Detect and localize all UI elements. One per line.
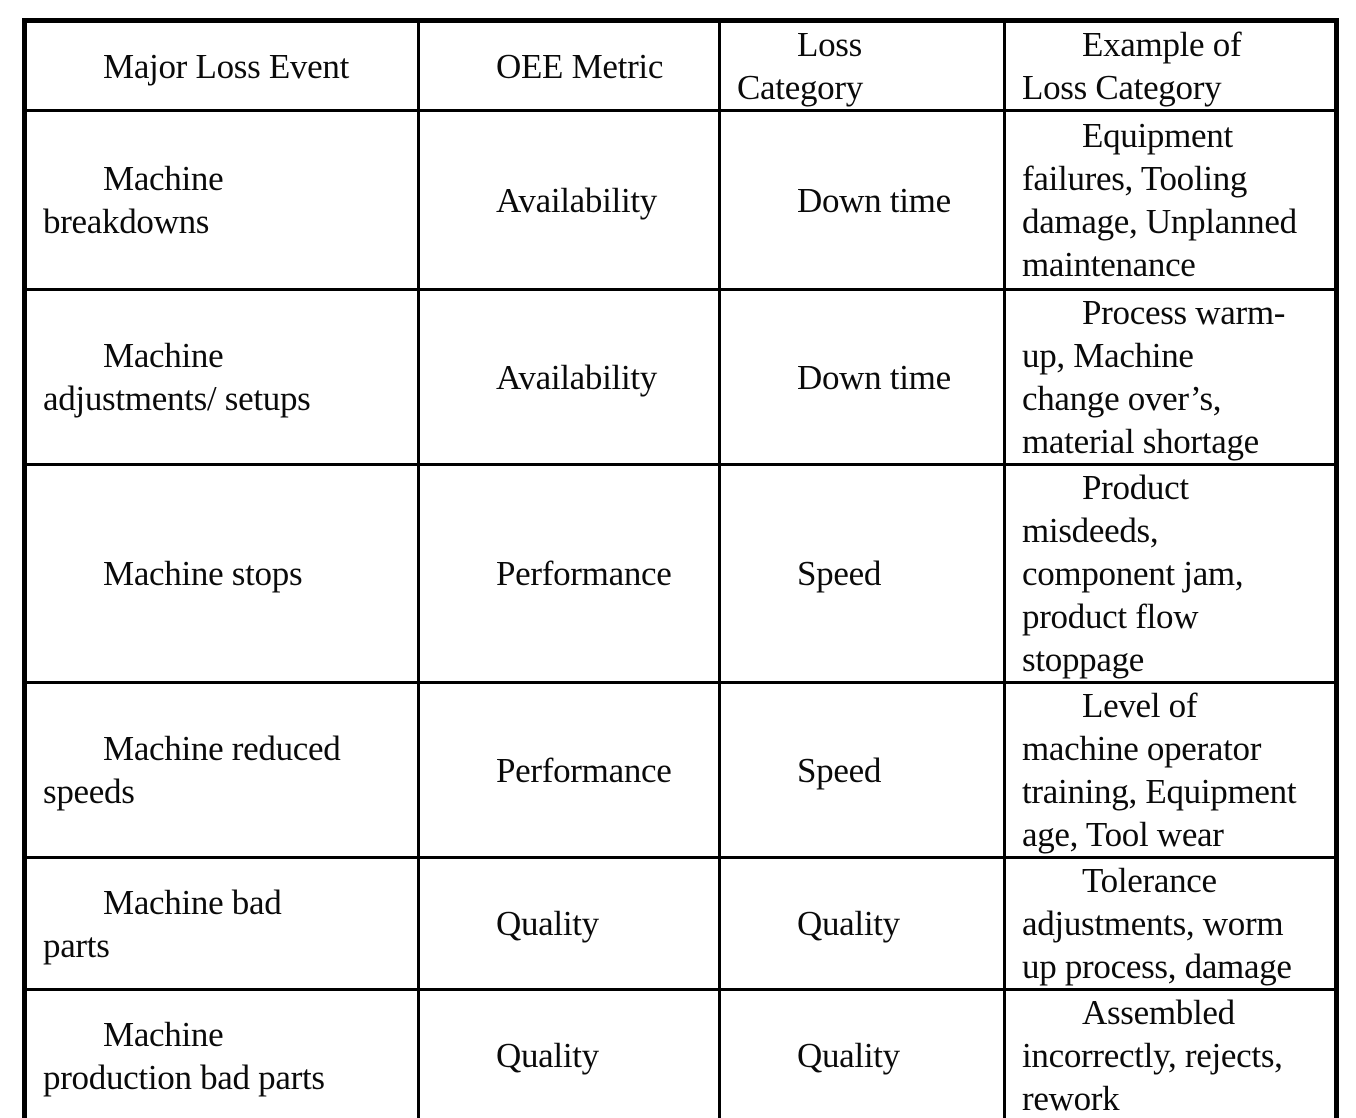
header-loss-category (720, 21, 1005, 111)
cell-event-machine-bad-parts (25, 858, 419, 990)
cell-loss (720, 858, 1005, 990)
oee-loss-table (22, 18, 1339, 1118)
cell-text-line: Machine reduced (103, 729, 341, 768)
table-row (25, 111, 1337, 290)
cell-metric (419, 683, 720, 858)
cell-loss (720, 683, 1005, 858)
header-major-loss-event (25, 21, 419, 111)
cell-event-machine-breakdowns (25, 111, 419, 290)
cell-text-line: failures, Tooling (1022, 159, 1248, 198)
cell-loss (720, 465, 1005, 683)
cell-text-line: change over’s, (1022, 379, 1222, 418)
cell-text-line: Speed (797, 750, 882, 790)
cell-text-line: Product (1082, 468, 1189, 507)
cell-text-line: age, Tool wear (1022, 815, 1224, 854)
cell-text-line: Major Loss Event (103, 46, 349, 86)
cell-text-line: up process, damage (1022, 947, 1292, 986)
cell-text-line: Quality (797, 904, 900, 943)
cell-text-line: training, Equipment (1022, 772, 1297, 811)
cell-text-line: Equipment (1082, 116, 1233, 155)
cell-example (1005, 465, 1337, 683)
cell-event-machine-stops (25, 465, 419, 683)
cell-text-line: product flow (1022, 597, 1199, 636)
cell-text-line: Speed (797, 554, 882, 593)
cell-text-line: production bad parts (43, 1057, 325, 1097)
cell-text-line: up, Machine (1022, 336, 1194, 375)
cell-text-line: Down time (797, 357, 951, 397)
cell-event-machine-production-bad-parts (25, 990, 419, 1118)
cell-text-line: Process warm- (1082, 293, 1286, 332)
cell-text-line: damage, Unplanned (1022, 202, 1297, 241)
table-row (25, 683, 1337, 858)
cell-metric (419, 465, 720, 683)
cell-example (1005, 858, 1337, 990)
table-row (25, 290, 1337, 465)
cell-loss (720, 990, 1005, 1118)
cell-text-line: Machine bad (103, 882, 282, 922)
cell-text-line: Performance (496, 554, 672, 593)
cell-text-line: maintenance (1022, 245, 1196, 284)
cell-text-line: adjustments/ setups (43, 379, 311, 418)
cell-text-line: stoppage (1022, 640, 1145, 679)
cell-metric (419, 858, 720, 990)
cell-text-line: Assembled (1082, 993, 1235, 1032)
cell-event-machine-adjustments-setups (25, 290, 419, 465)
cell-text-line: breakdowns (43, 202, 210, 241)
cell-metric (419, 990, 720, 1118)
cell-text-line: Performance (496, 750, 672, 790)
cell-text-line: Down time (797, 180, 951, 220)
cell-text-line: adjustments, worm (1022, 904, 1284, 943)
cell-text-line: Loss Category (1022, 68, 1222, 107)
cell-text-line: material shortage (1022, 422, 1259, 461)
cell-text-line: Tolerance (1082, 861, 1217, 900)
cell-text-line: Machine (103, 159, 224, 198)
cell-text-line: misdeeds, (1022, 511, 1159, 550)
cell-example (1005, 290, 1337, 465)
header-example-of-loss-category (1005, 21, 1337, 111)
table-row (25, 990, 1337, 1118)
cell-text-line: Quality (797, 1036, 900, 1075)
cell-metric (419, 290, 720, 465)
cell-text-line: Machine stops (103, 554, 303, 593)
cell-text-line: machine operator (1022, 729, 1262, 768)
cell-text-line: Availability (496, 357, 657, 397)
cell-text-line: Machine (103, 1014, 224, 1054)
cell-text-line: OEE Metric (496, 46, 664, 86)
cell-loss (720, 111, 1005, 290)
cell-text-line: Quality (496, 904, 599, 943)
cell-text-line: Machine (103, 336, 224, 375)
cell-example (1005, 990, 1337, 1118)
table-row (25, 465, 1337, 683)
cell-event-machine-reduced-speeds (25, 683, 419, 858)
cell-loss (720, 290, 1005, 465)
cell-text-line: rework (1022, 1079, 1120, 1118)
cell-text-line: incorrectly, rejects, (1022, 1036, 1283, 1075)
cell-text-line: Level of (1082, 686, 1198, 725)
cell-text-line: Availability (496, 180, 657, 220)
cell-example (1005, 111, 1337, 290)
header-oee-metric (419, 21, 720, 111)
cell-example (1005, 683, 1337, 858)
cell-metric (419, 111, 720, 290)
table-row (25, 858, 1337, 990)
cell-text-line: parts (43, 925, 110, 965)
cell-text-line: speeds (43, 772, 135, 811)
cell-text-line: Loss (797, 25, 862, 64)
header-row (25, 21, 1337, 111)
cell-text-line: Example of (1082, 25, 1242, 64)
cell-text-line: component jam, (1022, 554, 1244, 593)
cell-text-line: Quality (496, 1036, 599, 1075)
cell-text-line: Category (737, 68, 863, 107)
